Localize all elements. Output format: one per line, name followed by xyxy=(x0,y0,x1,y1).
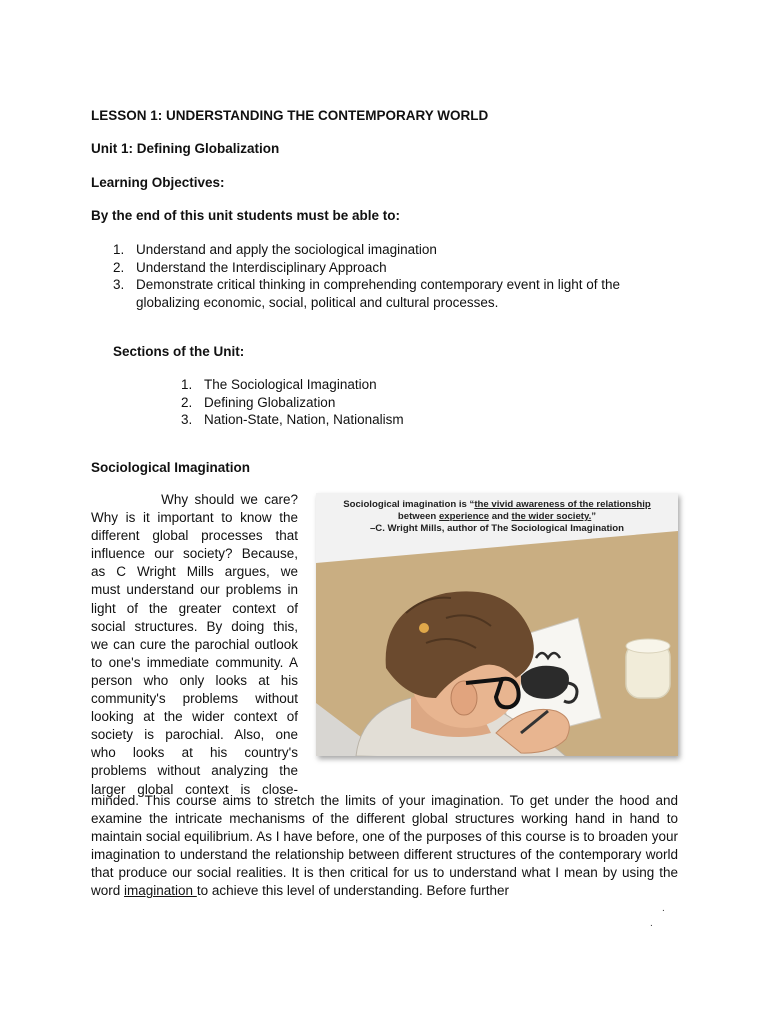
text-line: community's problems without xyxy=(91,691,298,707)
underlined-word: imagination xyxy=(124,883,197,899)
caption-text: between xyxy=(397,511,439,522)
caption-line-2 xyxy=(316,511,678,523)
hair-highlight xyxy=(419,623,429,633)
text-line: as C Wright Mills argues, we xyxy=(91,564,298,580)
footer-dot: . xyxy=(650,918,653,929)
list-number: 2. xyxy=(113,259,125,275)
text-line: society is parochial. Also, one xyxy=(91,727,298,743)
text-line: light of the greater context of xyxy=(91,600,298,616)
list-item xyxy=(181,376,581,394)
text-line: Why is it important to know the xyxy=(91,510,298,526)
lesson-title: LESSON 1: UNDERSTANDING THE CONTEMPORARY WORLD xyxy=(91,108,489,123)
objectives-intro: By the end of this unit students must be able to: xyxy=(91,208,401,223)
text-line: influence our society? Because, xyxy=(91,546,298,562)
caption-text: ” xyxy=(591,511,597,522)
section-heading-sociological-imagination: Sociological Imagination xyxy=(91,460,251,475)
caption-underlined-text: experience xyxy=(438,511,490,522)
paragraph-wrapped-text xyxy=(91,491,298,799)
text-line: problems without analyzing the xyxy=(91,763,298,779)
caption-text: and xyxy=(489,511,512,522)
list-text: Understand the Interdisciplinary Approach xyxy=(136,259,387,275)
list-item xyxy=(113,259,653,277)
list-item xyxy=(113,276,653,311)
person-ear xyxy=(451,681,477,715)
objectives-list xyxy=(113,241,653,311)
list-number: 1. xyxy=(181,377,193,392)
list-number: 3. xyxy=(113,277,125,292)
caption-attribution: –C. Wright Mills, author of The Sociological Imagination xyxy=(369,523,625,534)
glass-rim xyxy=(626,639,670,653)
list-number: 2. xyxy=(181,394,193,410)
objectives-heading: Learning Objectives: xyxy=(91,175,225,190)
caption-line-1 xyxy=(316,499,678,511)
paragraph-full-width xyxy=(91,792,678,901)
text-line: to one's immediate community. A xyxy=(91,654,298,670)
text-line: larger global context is close- xyxy=(91,781,298,797)
list-number: 3. xyxy=(181,412,193,427)
text-line: social structures. By doing this, xyxy=(91,618,298,634)
list-text: Nation-State, Nation, Nationalism xyxy=(204,412,404,427)
text-line: looking at the wider context of xyxy=(91,709,298,725)
sections-list xyxy=(181,376,581,429)
caption-underlined-text: the wider society. xyxy=(511,511,592,522)
paragraph-text: minded. This course aims to stretch the limits of your imagination. To get under the hood and examine the intricate mechanisms of the different global structures working hand in hand to maintain social equilibrium. As I have before, one of the purposes of this course is to broaden your imagination to understand the relationship between different structures of the contemporary world that produce our social realities. It is then critical for us to understand what I mean by using the word xyxy=(91,793,678,899)
unit-title: Unit 1: Defining Globalization xyxy=(91,141,280,156)
list-item xyxy=(181,394,581,412)
caption-text: Sociological imagination is “ xyxy=(343,499,475,510)
text-line: different global processes that xyxy=(91,528,298,544)
text-line: we can cure the parochial outlook xyxy=(91,636,298,652)
paragraph-text-end: to achieve this level of understanding. Before further xyxy=(196,883,509,899)
list-text: The Sociological Imagination xyxy=(204,377,377,392)
text-line: Why should we care? xyxy=(91,492,298,507)
illustration-figure xyxy=(316,493,678,756)
figure-caption xyxy=(316,499,678,535)
list-text: Demonstrate critical thinking in comprehending contemporary event in light of the globalizing economic, social, political and cultural processes. xyxy=(136,277,621,310)
list-text: Defining Globalization xyxy=(204,394,336,410)
caption-underlined-text: the vivid awareness of the relationship xyxy=(474,499,651,510)
list-item xyxy=(113,241,653,259)
text-line: who looks at his country's xyxy=(91,745,298,761)
text-line: person who only looks at his xyxy=(91,672,298,688)
sections-heading: Sections of the Unit: xyxy=(113,344,245,359)
list-item xyxy=(181,411,581,429)
footer-dot: . xyxy=(662,903,665,914)
text-line: must understand our problems in xyxy=(91,582,298,598)
list-text: Understand and apply the sociological imagination xyxy=(136,242,437,257)
list-number: 1. xyxy=(113,242,125,257)
